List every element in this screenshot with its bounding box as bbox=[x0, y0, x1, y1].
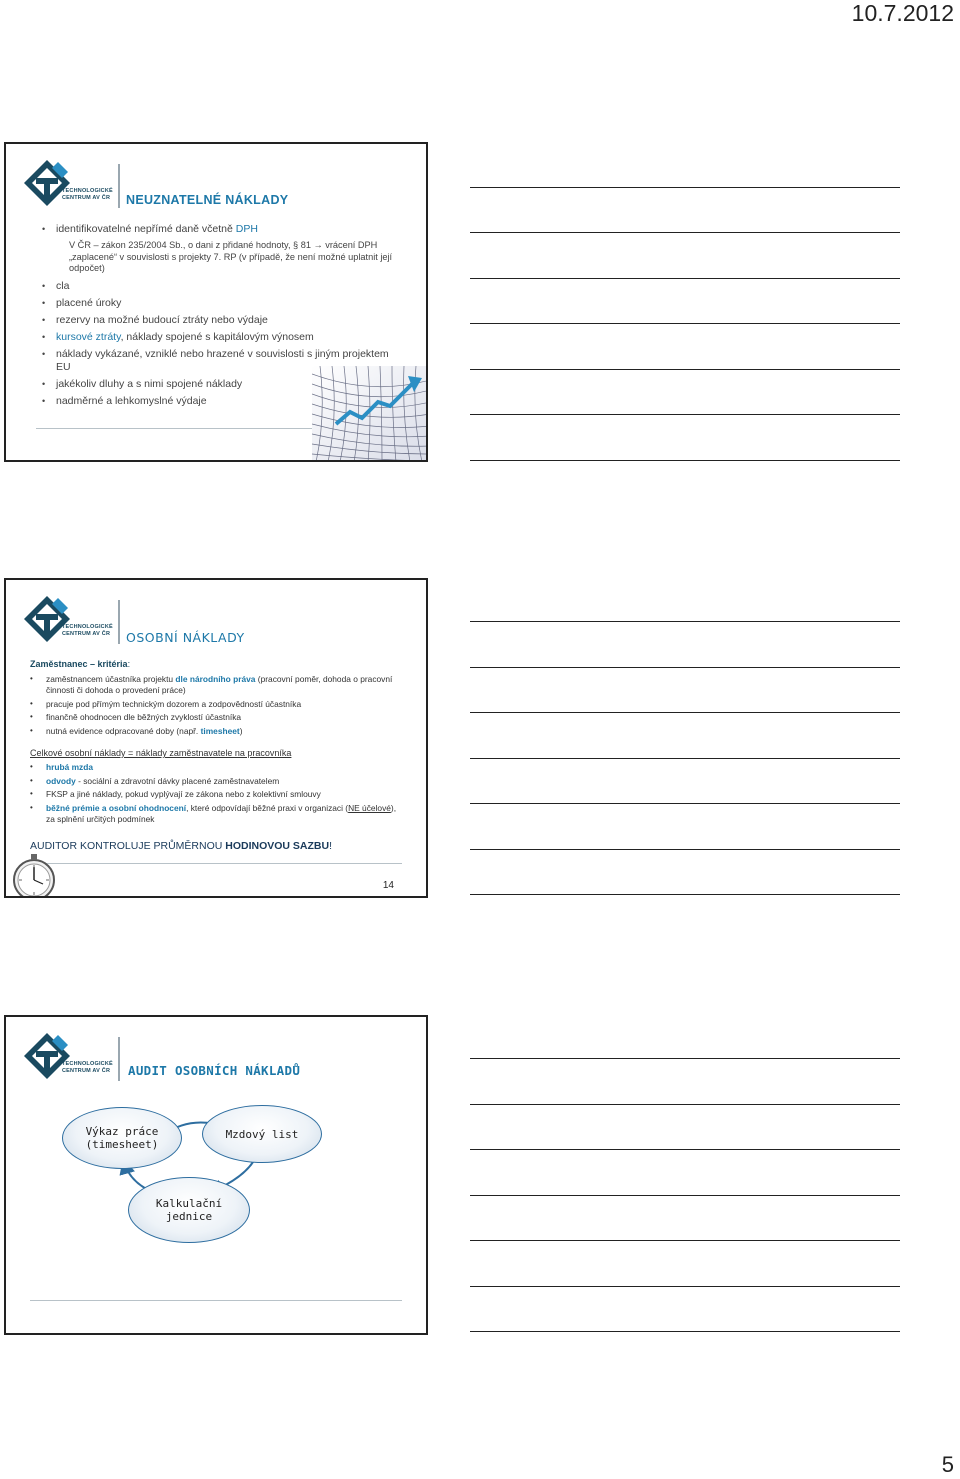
components-list bbox=[20, 762, 406, 827]
tc-logo bbox=[22, 594, 112, 646]
list-item: • FKSP a jiné náklady, pokud vyplývají ze zákona nebo z kolektivní smlouvy bbox=[20, 789, 406, 800]
title-divider bbox=[118, 164, 120, 208]
list-item: • rezervy na možné budoucí ztráty nebo výdaje bbox=[34, 314, 404, 327]
slide-number: 14 bbox=[382, 880, 394, 891]
auditor-note: AUDITOR KONTROLUJE PRŮMĚRNOU HODINOVOU SAZBU! bbox=[30, 840, 333, 852]
page-number: 5 bbox=[941, 1452, 954, 1477]
logo-line-2: CENTRUM AV ČR bbox=[62, 194, 111, 201]
list-item: • náklady vykázané, vzniklé nebo hrazené v souvislosti s jiným projektem EU bbox=[34, 348, 404, 374]
footer-separator bbox=[36, 428, 316, 429]
node-timesheet: Výkaz práce (timesheet) bbox=[62, 1107, 182, 1169]
slide-osobni-naklady bbox=[4, 578, 428, 898]
list-item: • nadměrné a lehkomyslné výdaje bbox=[34, 395, 404, 408]
list-item: • finančně ohodnocen dle běžných zvyklostí účastníka bbox=[20, 712, 406, 723]
footer-separator bbox=[30, 863, 402, 864]
criteria-list bbox=[20, 674, 406, 739]
list-item: • identifikovatelné nepřímé daně včetně DPH bbox=[34, 223, 404, 236]
formula-text: Celkové osobní náklady = náklady zaměstnavatele na pracovníka bbox=[30, 748, 292, 758]
slide-title: NEUZNATELNÉ NÁKLADY bbox=[126, 193, 289, 207]
list-item: • placené úroky bbox=[34, 297, 404, 310]
list-item: • odvody - sociální a zdravotní dávky placené zaměstnavatelem bbox=[20, 776, 406, 787]
list-item: • nutná evidence odpracované doby (např. timesheet) bbox=[20, 726, 406, 737]
node-mzdovy-list: Mzdový list bbox=[202, 1105, 322, 1163]
slide-title: OSOBNÍ NÁKLADY bbox=[126, 630, 245, 645]
highlight: DPH bbox=[235, 223, 258, 235]
list-item: • jakékoliv dluhy a s nimi spojené náklady bbox=[34, 378, 404, 391]
list-item: • zaměstnancem účastníka projektu dle národního práva (pracovní poměr, dohoda o pracovní činnosti či dohoda o provedení práce) bbox=[20, 674, 406, 696]
tc-logo bbox=[22, 158, 112, 210]
list-item: • běžné prémie a osobní ohodnocení, které odpovídají běžné praxi v organizaci (NE účelové), za splnění určitých podmínek bbox=[20, 803, 406, 825]
diagram-arrows bbox=[6, 1017, 426, 1317]
criteria-heading: Zaměstnanec – kritéria: bbox=[30, 659, 131, 669]
node-kalkulacni-jednice: Kalkulační jednice bbox=[128, 1177, 250, 1243]
stopwatch-icon bbox=[4, 850, 64, 898]
header-date: 10.7.2012 bbox=[851, 0, 954, 26]
slide-neuznatelne-naklady bbox=[4, 142, 428, 462]
footer-separator bbox=[30, 1300, 402, 1301]
logo-line-2: CENTRUM AV ČR bbox=[62, 630, 111, 637]
highlight: kursové ztráty bbox=[56, 330, 121, 343]
list-item: • pracuje pod přímým technickým dozorem a zodpovědností účastníka bbox=[20, 699, 406, 710]
list-item: • kursové ztráty, náklady spojené s kapitálovým výnosem bbox=[34, 331, 404, 344]
list-item: • cla bbox=[34, 280, 404, 293]
logo-line-1: TECHNOLOGICKÉ bbox=[62, 624, 113, 630]
list-item: • hrubá mzda bbox=[20, 762, 406, 773]
growth-chart-image bbox=[312, 366, 428, 462]
slide-audit-osobnich-nakladu bbox=[4, 1015, 428, 1335]
list-subitem: V ČR – zákon 235/2004 Sb., o dani z přidané hodnoty, § 81 → vrácení DPH „zaplacené“ v souvislosti s projekty 7. RP (v případě, že není možné uplatnit její odpočet) bbox=[69, 240, 393, 273]
title-divider bbox=[118, 600, 120, 644]
logo-line-1: TECHNOLOGICKÉ bbox=[62, 1061, 113, 1067]
slide-title: AUDIT OSOBNÍCH NÁKLADŮ bbox=[128, 1063, 301, 1078]
logo-line-1: TECHNOLOGICKÉ bbox=[62, 188, 113, 194]
logo-line-2: CENTRUM AV ČR bbox=[62, 1067, 111, 1074]
